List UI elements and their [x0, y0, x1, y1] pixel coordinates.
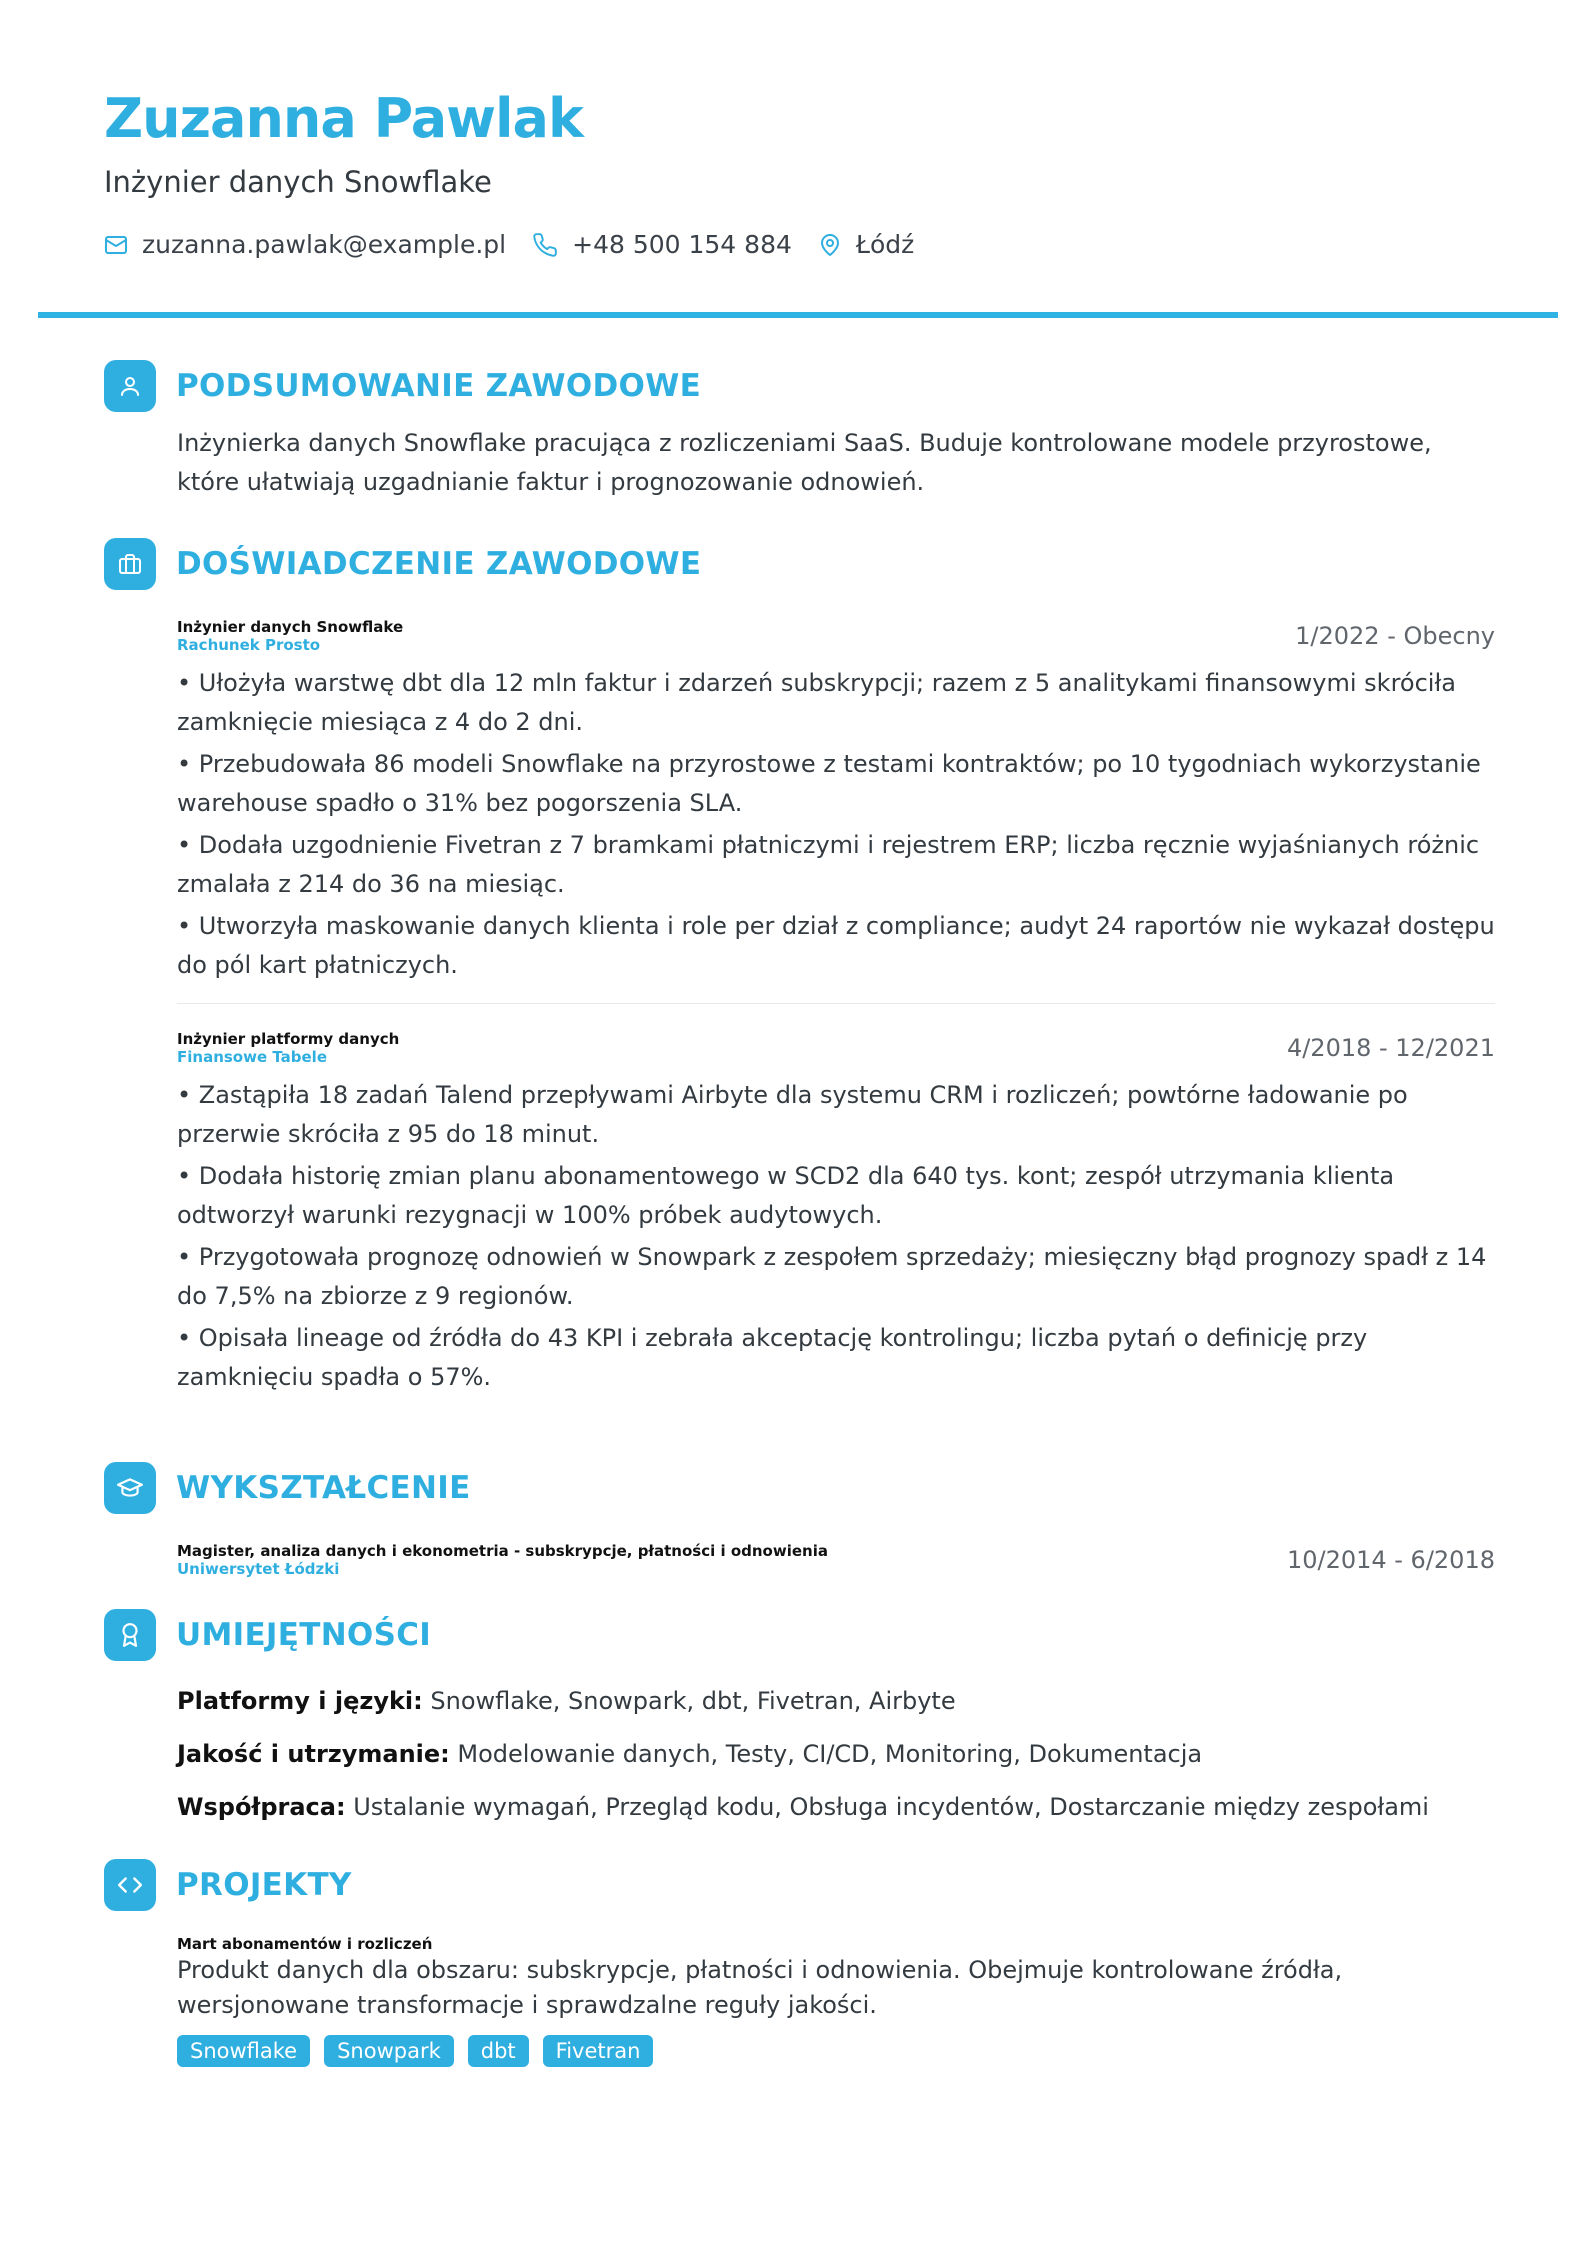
degree-title: Magister, analiza danych i ekonometria - subskrypcje, płatności i odnowienia: [177, 1542, 828, 1560]
job-title: Inżynier danych Snowflake: [177, 618, 404, 636]
skill-row: [177, 1736, 1495, 1772]
job-bullet: • Ułożyła warstwę dbt dla 12 mln faktur i zdarzeń subskrypcji; razem z 5 analitykami finansowymi skróciła zamknięcie miesiąca z 4 do 2 dni.: [177, 669, 1456, 736]
job-bullet: • Przygotowała prognozę odnowień w Snowpark z zespołem sprzedaży; miesięczny błąd prognozy spadł z 14 do 7,5% na zbiorze z 9 regionów.: [177, 1243, 1487, 1310]
contact-location: [818, 230, 914, 259]
job-bullet: • Dodała historię zmian planu abonamentowego w SCD2 dla 640 tys. kont; zespół utrzymania klienta odtworzył warunki rezygnacji w 100% próbek audytowych.: [177, 1162, 1395, 1229]
briefcase-icon: [104, 538, 156, 590]
job-bullet: • Utworzyła maskowanie danych klienta i role per dział z compliance; audyt 24 raportów nie wykazał dostępu do pól kart płatniczych.: [177, 912, 1495, 979]
skill-row: [177, 1789, 1495, 1825]
experience-section: [104, 538, 1495, 1397]
skill-value: Modelowanie danych, Testy, CI/CD, Monitoring, Dokumentacja: [449, 1740, 1203, 1768]
project-description: Produkt danych dla obszaru: subskrypcje, płatności i odnowienia. Obejmuje kontrolowane źródła, wersjonowane transformacje i sprawdzalne reguły jakości.: [177, 1956, 1343, 2019]
projects-section: [104, 1859, 1492, 2067]
education-heading: WYKSZTAŁCENIE: [176, 1470, 471, 1506]
phone-icon: [532, 232, 558, 258]
code-icon: [104, 1859, 156, 1911]
email-text: zuzanna.pawlak@example.pl: [142, 230, 507, 259]
project-tag: Snowpark: [324, 2035, 454, 2067]
job-date: 1/2022 - Obecny: [1295, 622, 1495, 650]
contact-phone[interactable]: [532, 230, 792, 259]
user-icon: [104, 360, 156, 412]
job-separator: [177, 1003, 1495, 1004]
school-name: Uniwersytet Łódzki: [177, 1560, 340, 1578]
mail-icon: [104, 233, 128, 257]
skill-value: Ustalanie wymagań, Przegląd kodu, Obsługa incydentów, Dostarczanie między zespołami: [345, 1793, 1429, 1821]
skill-label: Jakość i utrzymanie:: [177, 1740, 450, 1768]
location-pin-icon: [818, 232, 842, 258]
resume-header: [104, 86, 1504, 259]
job-company: Finansowe Tabele: [177, 1048, 327, 1066]
education-entry: [177, 1542, 1495, 1578]
experience-heading: DOŚWIADCZENIE ZAWODOWE: [176, 546, 702, 582]
graduation-cap-icon: [104, 1462, 156, 1514]
job-bullet: • Przebudowała 86 modeli Snowflake na przyrostowe z testami kontraktów; po 10 tygodniach wykorzystanie warehouse spadło o 31% bez pogorszenia SLA.: [177, 750, 1481, 817]
job-bullet: • Zastąpiła 18 zadań Talend przepływami Airbyte dla systemu CRM i rozliczeń; powtórne ładowanie po przerwie skróciła z 95 do 18 minut.: [177, 1081, 1408, 1148]
skill-row: [177, 1683, 1495, 1719]
job-company: Rachunek Prosto: [177, 636, 321, 654]
summary-section: [104, 360, 1492, 502]
project-tag: Fivetran: [543, 2035, 654, 2067]
award-icon: [104, 1609, 156, 1661]
skill-label: Platformy i języki:: [177, 1687, 423, 1715]
contact-email[interactable]: [104, 230, 506, 259]
contact-row: [104, 230, 1504, 259]
project-name: Mart abonamentów i rozliczeń: [177, 1935, 433, 1953]
job-bullet: • Opisała lineage od źródła do 43 KPI i zebrała akceptację kontrolingu; liczba pytań o definicję przy zamknięciu spadła o 57%.: [177, 1324, 1368, 1391]
projects-heading: PROJEKTY: [176, 1867, 352, 1903]
candidate-role: Inżynier danych Snowflake: [104, 165, 492, 199]
project-tags: [177, 2035, 1495, 2067]
candidate-name: Zuzanna Pawlak: [104, 87, 583, 150]
phone-text: +48 500 154 884: [572, 230, 792, 259]
header-divider: [38, 312, 1558, 318]
skill-value: Snowflake, Snowpark, dbt, Fivetran, Airbyte: [422, 1687, 956, 1715]
job-date: 4/2018 - 12/2021: [1286, 1034, 1495, 1062]
education-section: [104, 1462, 1495, 1578]
job-title: Inżynier platformy danych: [177, 1030, 400, 1048]
summary-text: Inżynierka danych Snowflake pracująca z rozliczeniami SaaS. Buduje kontrolowane modele przyrostowe, które ułatwiają uzgadnianie faktur i prognozowanie odnowień.: [177, 429, 1432, 496]
summary-heading: PODSUMOWANIE ZAWODOWE: [176, 368, 702, 404]
job-entry: [177, 618, 1495, 985]
project-tag: Snowflake: [177, 2035, 310, 2067]
skills-section: [104, 1609, 1492, 1842]
skills-heading: UMIEJĘTNOŚCI: [176, 1617, 432, 1653]
location-text: Łódź: [855, 230, 915, 259]
job-entry: [177, 1030, 1495, 1397]
skill-label: Współpraca:: [177, 1793, 346, 1821]
job-bullet: • Dodała uzgodnienie Fivetran z 7 bramkami płatniczymi i rejestrem ERP; liczba ręcznie wyjaśnianych różnic zmalała z 214 do 36 na miesiąc.: [177, 831, 1480, 898]
education-date: 10/2014 - 6/2018: [1286, 1546, 1495, 1574]
project-tag: dbt: [468, 2035, 529, 2067]
